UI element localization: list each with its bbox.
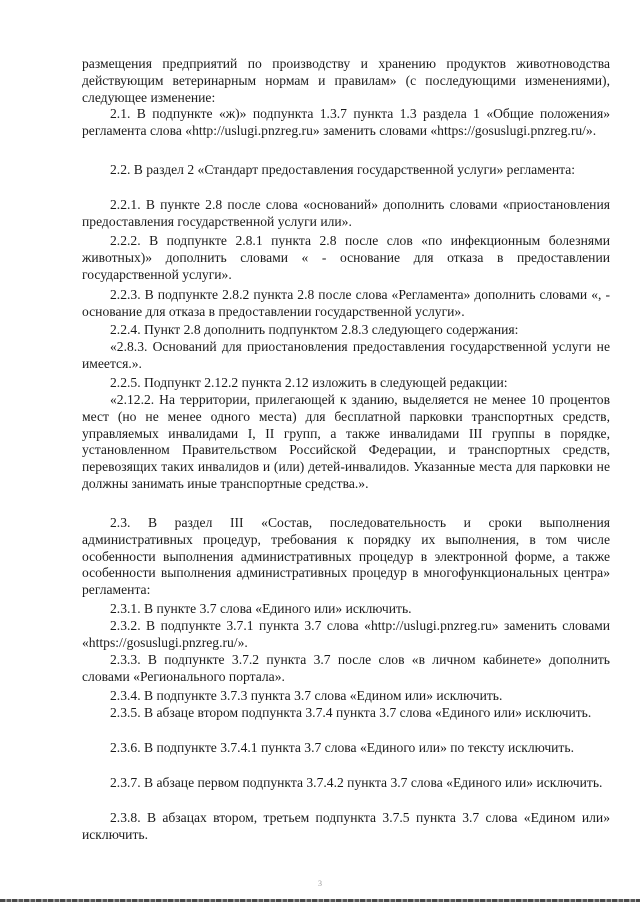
paragraph-2-3-6: 2.3.6. В подпункте 3.7.4.1 пункта 3.7 слова «Единого или» по тексту исключить. [110, 740, 574, 755]
paragraph-2-2-1: 2.2.1. В пункте 2.8 после слова «оснований» дополнить словами «приостановления предоставления государственной услуги или». [82, 197, 610, 229]
paragraph-2-3: 2.3. В раздел III «Состав, последовательность и сроки выполнения административных процедур, требования к порядку их выполнения, в том числе особенности выполнения административных процедур в электронной форме, а также особенности выполнения административных процедур в многофункциональных центра» регламента: [82, 515, 610, 598]
paragraph-2-3-1: 2.3.1. В пункте 3.7 слова «Единого или» исключить. [110, 601, 412, 616]
paragraph-2-8-3-quote: «2.8.3. Оснований для приостановления предоставления государственной услуги не имеется.». [82, 339, 610, 371]
scan-edge-divider [0, 899, 640, 902]
page-number: 3 [318, 879, 322, 888]
paragraph-intro-continuation: размещения предприятий по производству и хранению продуктов животноводства действующим ветеринарным нормам и правилам» (с последующими изменениями), следующее изменение: [82, 56, 610, 105]
paragraph-2-3-5: 2.3.5. В абзаце втором подпункта 3.7.4 пункта 3.7 слова «Единого или» исключить. [110, 705, 592, 720]
paragraph-2-2-5: 2.2.5. Подпункт 2.12.2 пункта 2.12 изложить в следующей редакции: [110, 375, 508, 390]
paragraph-2-2-2: 2.2.2. В подпункте 2.8.1 пункта 2.8 после слов «по инфекционным болезнями животных)» дополнить словами « - основание для отказа в предоставлении государственной услуги». [82, 233, 610, 282]
paragraph-2-3-3: 2.3.3. В подпункте 3.7.2 пункта 3.7 после слов «в личном кабинете» дополнить словами «Регионального портала». [82, 652, 610, 684]
paragraph-2-3-7: 2.3.7. В абзаце первом подпункта 3.7.4.2 пункта 3.7 слова «Единого или» исключить. [110, 775, 603, 790]
paragraph-2-3-2: 2.3.2. В подпункте 3.7.1 пункта 3.7 слова «http://uslugi.pnzreg.ru» заменить словами «https://gosuslugi.pnzreg.ru/». [82, 618, 610, 650]
paragraph-2-2-4: 2.2.4. Пункт 2.8 дополнить подпунктом 2.8.3 следующего содержания: [110, 322, 519, 337]
paragraph-2-2: 2.2. В раздел 2 «Стандарт предоставления государственной услуги» регламента: [110, 162, 576, 177]
paragraph-2-3-4: 2.3.4. В подпункте 3.7.3 пункта 3.7 слова «Едином или» исключить. [110, 688, 503, 703]
paragraph-2-3-8: 2.3.8. В абзацах втором, третьем подпункта 3.7.5 пункта 3.7 слова «Едином или» исключить. [82, 810, 610, 842]
paragraph-2-2-3: 2.2.3. В подпункте 2.8.2 пункта 2.8 после слова «Регламента» дополнить словами «, - основание для отказа в предоставлении государственной услуги». [82, 287, 610, 319]
paragraph-2-1: 2.1. В подпункте «ж)» подпункта 1.3.7 пункта 1.3 раздела 1 «Общие положения» регламента слова «http://uslugi.pnzreg.ru» заменить словами «https://gosuslugi.pnzreg.ru/». [82, 106, 610, 138]
paragraph-2-12-2-quote: «2.12.2. На территории, прилегающей к зданию, выделяется не менее 10 процентов мест (но не менее одного места) для бесплатной парковки транспортных средств, управляемых инвалидами I, II групп, а также инвалидами III группы в порядке, установленном Правительством Российской Федерации, и транспортных средств, перевозящих таких инвалидов и (или) детей-инвалидов. Указанные места для парковки не должны занимать иные транспортные средства.». [82, 392, 610, 491]
